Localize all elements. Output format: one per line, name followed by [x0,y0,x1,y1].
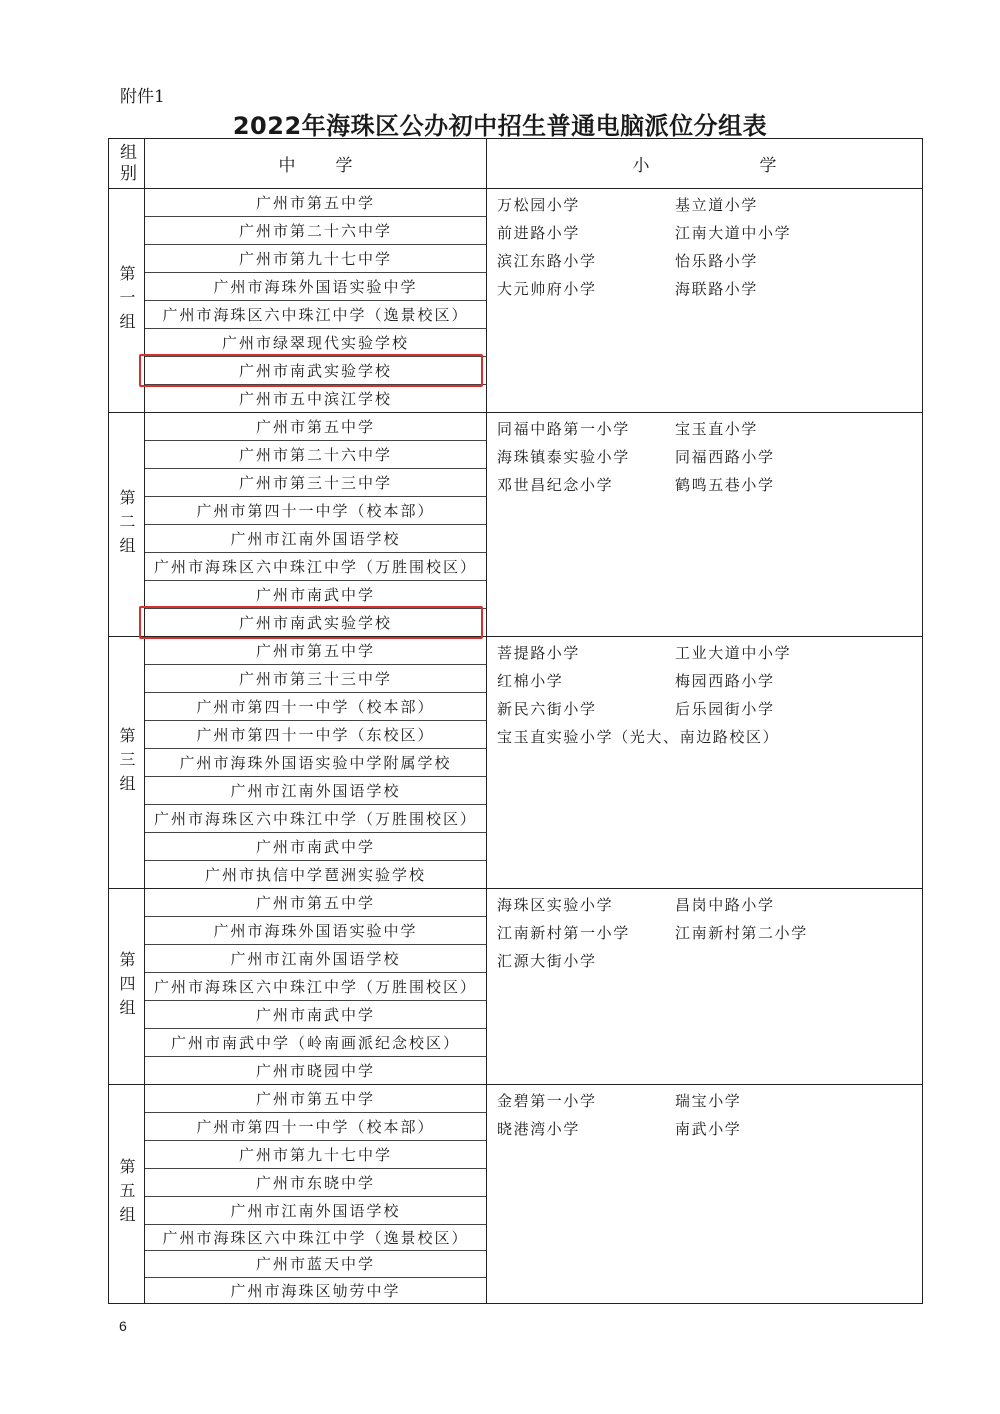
middle-school-cell: 广州市海珠区六中珠江中学（万胜围校区） [145,973,487,1001]
primary-school-name: 海珠镇泰实验小学 [497,447,630,466]
primary-school-name: 海联路小学 [675,279,759,298]
middle-school-cell: 广州市第五中学 [145,889,487,917]
group-label: 第一组 [117,264,136,337]
middle-school-cell: 广州市江南外国语学校 [145,945,487,973]
highlight-box [139,606,483,639]
group-label-cell [109,413,145,637]
group-label-cell [109,637,145,889]
middle-school-cell: 广州市第四十一中学（校本部） [145,497,487,525]
primary-school-row [497,414,922,442]
middle-school-cell: 广州市海珠区六中珠江中学（逸景校区） [145,1225,487,1251]
middle-school-cell: 广州市江南外国语学校 [145,525,487,553]
primary-school-name: 金碧第一小学 [497,1091,597,1110]
attachment-label: 附件1 [120,87,165,107]
header-middle-school: 中学 [145,139,487,189]
middle-school-cell: 广州市绿翠现代实验学校 [145,329,487,357]
primary-school-block [487,637,922,889]
primary-school-name: 后乐园街小学 [675,699,775,718]
primary-school-name: 基立道小学 [675,195,759,214]
middle-school-cell: 广州市第五中学 [145,413,487,441]
primary-school-name: 昌岗中路小学 [675,895,775,914]
group-label-cell [109,1085,145,1303]
primary-school-row [497,218,922,246]
middle-school-cell: 广州市海珠区六中珠江中学（万胜围校区） [145,805,487,833]
primary-school-name: 同福西路小学 [675,447,775,466]
middle-school-cell: 广州市南武中学 [145,1001,487,1029]
middle-school-cell: 广州市江南外国语学校 [145,777,487,805]
primary-school-block [487,413,922,637]
middle-school-cell: 广州市海珠区六中珠江中学（逸景校区） [145,301,487,329]
primary-school-row [497,190,922,218]
primary-school-row [497,1114,922,1142]
primary-school-row [497,442,922,470]
grouping-table [108,138,923,1304]
header-group-cell [109,139,145,189]
primary-school-row [497,470,922,498]
primary-school-name: 江南新村第二小学 [675,923,808,942]
middle-school-cell: 广州市第四十一中学（校本部） [145,693,487,721]
primary-school-row [497,694,922,722]
primary-school-name: 汇源大街小学 [497,951,597,970]
middle-school-cell: 广州市海珠外国语实验中学 [145,917,487,945]
group-label-cell [109,889,145,1085]
middle-school-cell: 广州市晓园中学 [145,1057,487,1085]
primary-school-row [497,1086,922,1114]
primary-school-name: 江南新村第一小学 [497,923,630,942]
middle-school-cell: 广州市海珠外国语实验中学附属学校 [145,749,487,777]
middle-school-cell: 广州市南武实验学校 [145,357,487,385]
primary-school-name: 滨江东路小学 [497,251,597,270]
middle-school-cell: 广州市南武中学 [145,581,487,609]
primary-school-name: 新民六街小学 [497,699,597,718]
primary-school-name: 工业大道中小学 [675,643,792,662]
middle-school-cell: 广州市海珠外国语实验中学 [145,273,487,301]
middle-school-cell: 广州市海珠区劬劳中学 [145,1278,487,1303]
primary-school-name: 鹤鸣五巷小学 [675,475,775,494]
middle-school-cell: 广州市第三十三中学 [145,665,487,693]
middle-school-cell: 广州市第四十一中学（校本部） [145,1113,487,1141]
group-label: 第二组 [117,488,136,561]
header-primary-school: 小学 [487,139,922,189]
primary-school-name: 瑞宝小学 [675,1091,742,1110]
primary-school-name: 邓世昌纪念小学 [497,475,614,494]
page-title: 2022年海珠区公办初中招生普通电脑派位分组表 [232,112,768,140]
page-number: 6 [119,1318,127,1334]
middle-school-cell: 广州市南武中学（岭南画派纪念校区） [145,1029,487,1057]
middle-school-cell: 广州市南武中学 [145,833,487,861]
primary-school-name: 同福中路第一小学 [497,419,630,438]
primary-school-name: 万松园小学 [497,195,581,214]
primary-school-block [487,189,922,413]
middle-school-cell: 广州市海珠区六中珠江中学（万胜围校区） [145,553,487,581]
middle-school-cell: 广州市第九十七中学 [145,1141,487,1169]
middle-school-cell: 广州市第五中学 [145,1085,487,1113]
middle-school-cell: 广州市东晓中学 [145,1169,487,1197]
middle-school-cell: 广州市南武实验学校 [145,609,487,637]
primary-school-name: 晓港湾小学 [497,1119,581,1138]
primary-school-row [497,946,922,974]
primary-school-name: 菩提路小学 [497,643,581,662]
middle-school-cell: 广州市第三十三中学 [145,469,487,497]
middle-school-cell: 广州市第二十六中学 [145,441,487,469]
primary-school-row [497,722,922,750]
primary-school-name: 怡乐路小学 [675,251,759,270]
primary-school-name: 宝玉直实验小学（光大、南边路校区） [497,727,780,746]
primary-school-row [497,246,922,274]
highlight-box [139,354,483,387]
primary-school-name: 红棉小学 [497,671,564,690]
primary-school-row [497,890,922,918]
primary-school-block [487,889,922,1085]
middle-school-cell: 广州市第五中学 [145,189,487,217]
middle-school-cell: 广州市第九十七中学 [145,245,487,273]
primary-school-row [497,274,922,302]
primary-school-name: 南武小学 [675,1119,742,1138]
middle-school-cell: 广州市执信中学琶洲实验学校 [145,861,487,889]
primary-school-block [487,1085,922,1303]
primary-school-name: 梅园西路小学 [675,671,775,690]
middle-school-cell: 广州市第四十一中学（东校区） [145,721,487,749]
middle-school-cell: 广州市第五中学 [145,637,487,665]
primary-school-row [497,918,922,946]
header-group-label: 组别 [116,142,136,185]
primary-school-name: 宝玉直小学 [675,419,759,438]
group-label: 第四组 [117,950,136,1023]
primary-school-name: 大元帅府小学 [497,279,597,298]
middle-school-cell: 广州市蓝天中学 [145,1251,487,1277]
group-label: 第三组 [117,726,136,799]
primary-school-row [497,638,922,666]
primary-school-row [497,666,922,694]
middle-school-cell: 广州市江南外国语学校 [145,1197,487,1225]
primary-school-name: 海珠区实验小学 [497,895,614,914]
primary-school-name: 前进路小学 [497,223,581,242]
middle-school-cell: 广州市五中滨江学校 [145,385,487,413]
middle-school-cell: 广州市第二十六中学 [145,217,487,245]
group-label: 第五组 [117,1158,136,1230]
primary-school-name: 江南大道中小学 [675,223,792,242]
